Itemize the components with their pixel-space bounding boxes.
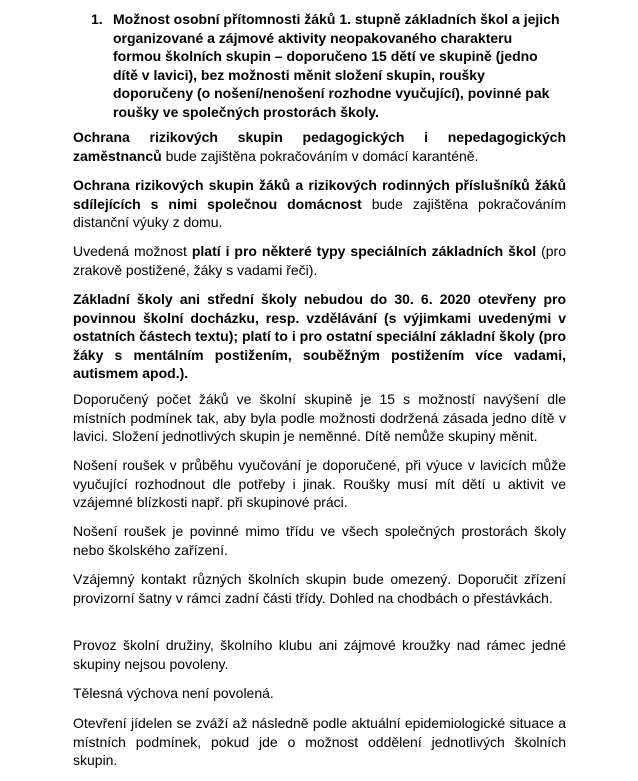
- paragraph-special-schools: [73, 242, 566, 279]
- paragraph-bold-text: platí i pro některé typy speciálních základních škol: [191, 243, 537, 259]
- paragraph-staff-protection: [73, 128, 566, 165]
- paragraph-bold-text: Ochrana rizikových skupin pedagogických i nepedagogických zaměstnanců: [73, 129, 566, 164]
- paragraph-text: (pro zrakově postižené, žáky s vadami řeči).: [73, 243, 567, 278]
- paragraph-masks-mandatory: Nošení roušek je povinné mimo třídu ve všech společných prostorách školy nebo školského zařízení.: [73, 523, 566, 558]
- paragraph-pe: Tělesná výchova není povolená.: [73, 685, 274, 701]
- paragraph-text: bude zajištěna pokračováním distanční výuky z domu.: [73, 195, 566, 231]
- paragraph-group-size: Doporučený počet žáků ve školní skupině je 15 s možností navýšení dle místních podmínek tak, aby byla podle možnosti dodržená zásada jedno dítě v lavici. Složení jednotlivých skupin je neměnné. Dítě nemůže skupiny měnit.: [73, 391, 566, 445]
- paragraph-masks-classes: Nošení roušek v průběhu vyučování je doporučené, při výuce v lavicích může vyučující rozhodnout dle potřeby i jinak. Roušky musí mít dětí u aktivit ve vzájemné blízkosti např. při skupinové práci.: [73, 457, 566, 511]
- paragraph-group-contact: Vzájemný kontakt různých školních skupin bude omezený. Doporučit zřízení provizorní šatny v rámci zadní části třídy. Dohled na chodbách o přestávkách.: [73, 571, 566, 606]
- list-item-text: Možnost osobní přítomnosti žáků 1. stupně základních škol a jejich organizované a zájmové aktivity neopakovaného charakteru formou školních skupin – doporučeno 15 dětí ve skupině (jedno dítě v lavici), bez možnosti měnit složení skupin, roušky doporučeny (o nošení/nenošení rozhodne vyučující), povinné pak roušky ve společných prostorách školy.: [113, 11, 560, 120]
- list-item: [91, 10, 561, 122]
- paragraph-after-school: Provoz školní družiny, školního klubu ani zájmové kroužky nad rámec jedné skupiny nejsou povoleny.: [73, 637, 566, 672]
- paragraph-pupil-protection: [73, 176, 566, 232]
- numbered-list: [91, 10, 561, 122]
- paragraph-schools-closed: Základní školy ani střední školy nebudou do 30. 6. 2020 otevřeny pro povinnou školní docházku, resp. vzdělávání (s výjimkami uvedenými v ostatních částech textu); platí to i pro ostatní speciální základní školy (pro žáky s mentálním postižením, souběžným postižením více vadami, autismem apod.).: [73, 291, 566, 382]
- paragraph-canteens: Otevření jídelen se zváží až následně podle aktuální epidemiologické situace a místních podmínek, pokud jde o možnost oddělení jednotlivých školních skupin.: [73, 715, 566, 769]
- paragraph-text: Uvedená možnost: [73, 243, 192, 259]
- paragraph-text: bude zajištěna pokračováním v domácí karanténě.: [161, 147, 479, 164]
- list-item-number: 1.: [91, 11, 103, 27]
- paragraph-bold-text: Ochrana rizikových skupin žáků a rizikových rodinných příslušníků žáků sdílejících s nimi společnou domácnost: [73, 177, 566, 212]
